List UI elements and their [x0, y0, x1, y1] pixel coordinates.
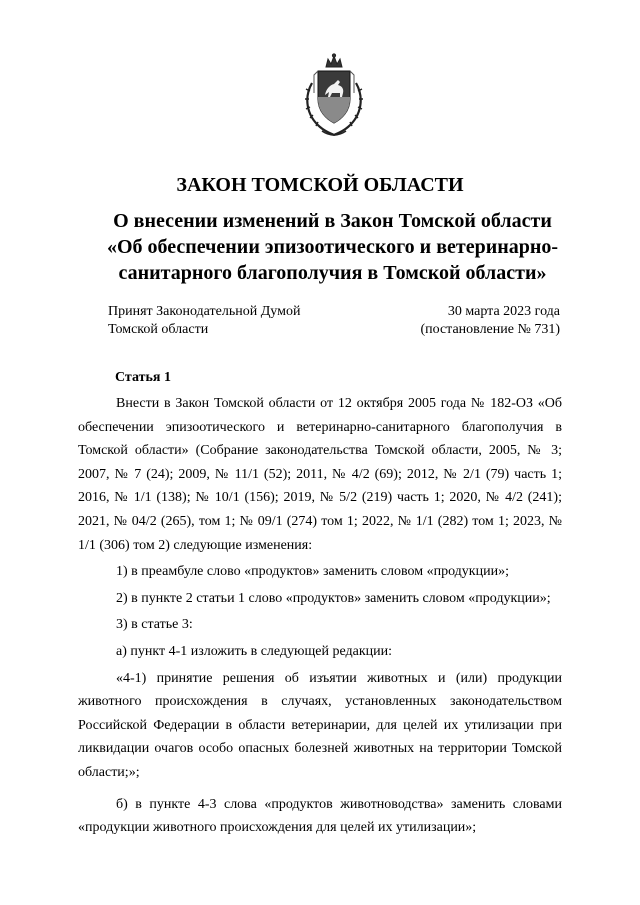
- subtitle-line: О внесении изменений в Закон Томской области: [113, 210, 552, 232]
- adopting-body-line: Томской области: [108, 322, 209, 337]
- paragraph: Внести в Закон Томской области от 12 октября 2005 года № 182-ОЗ «Об обеспечении эпизоотического и ветеринарно-санитарного благополучия в Томской области» (Собрание законодательства Томской области, 2005, № 3; 2007, № 7 (24); 2009, № 11/1 (52); 2011, № 4/2 (69); 2012, № 2/1 (79) часть 1; 2016, № 1/1 (138); № 10/1 (156); 2019, № 5/2 (219) часть 1; 2020, № 4/2 (241); 2021, № 04/2 (265), том 1; № 09/1 (274) том 1; 2022, № 1/1 (282) том 1; 2023, № 1/1 (306) том 2) следующие изменения:: [78, 396, 562, 553]
- adoption-date: 30 марта 2023 года: [447, 304, 560, 319]
- subtitle-line: «Об обеспечении эпизоотического и ветеринарно-: [106, 236, 559, 258]
- resolution-number: (постановление № 731): [420, 322, 560, 337]
- article-heading: Статья 1: [115, 370, 171, 385]
- paragraph: б) в пункте 4-3 слова «продуктов животноводства» заменить словами «продукции животного происхождения для целей их утилизации»;: [78, 796, 562, 836]
- paragraph: а) пункт 4-1 изложить в следующей редакции:: [116, 643, 393, 659]
- adoption-date-block: [420, 303, 560, 339]
- paragraph: 3) в статье 3:: [116, 617, 193, 633]
- paragraph: «4-1) принятие решения об изъятии животных и (или) продукции животного происхождения в случаях, установленных законодательством Российской Федерации в области ветеринарии, для целей их утилизации при ликвидации очагов особо опасных болезней животных на территории Томской области;»;: [78, 670, 562, 780]
- subtitle-line: санитарного благополучия в Томской области»: [118, 262, 547, 284]
- law-subtitle: [80, 208, 585, 286]
- article-body: [78, 392, 562, 840]
- paragraph: 2) в пункте 2 статьи 1 слово «продуктов» заменить словом «продукции»;: [116, 590, 551, 606]
- adopting-body: [108, 303, 300, 339]
- paragraph: 1) в преамбуле слово «продуктов» заменить словом «продукции»;: [116, 564, 509, 580]
- law-title: ЗАКОН ТОМСКОЙ ОБЛАСТИ: [176, 174, 464, 196]
- adopting-body-line: Принят Законодательной Думой: [108, 304, 301, 319]
- tomsk-oblast-coat-of-arms-icon: [296, 53, 372, 139]
